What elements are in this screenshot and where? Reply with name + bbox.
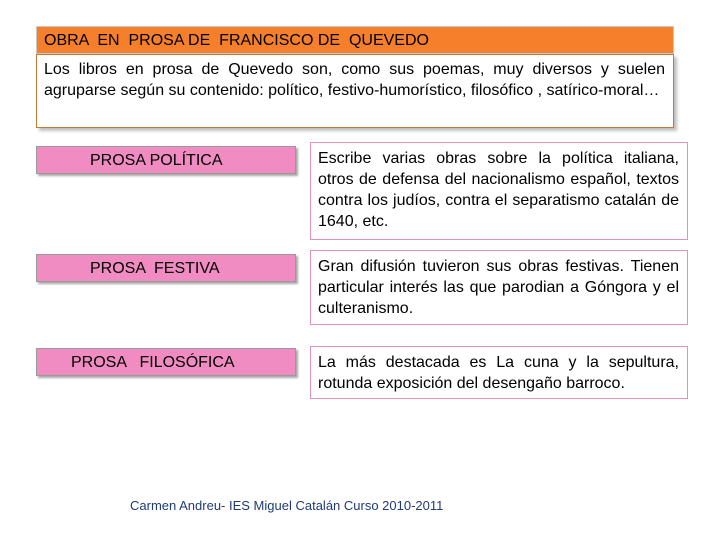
label-prosa-filosofica: PROSA FILOSÓFICA bbox=[36, 348, 296, 376]
label-prosa-politica: PROSA POLÍTICA bbox=[36, 146, 296, 174]
description-prosa-festiva: Gran difusión tuvieron sus obras festivas. Tienen particular interés las que parodian a Góngora y el culteranismo. bbox=[310, 250, 688, 325]
description-prosa-politica: Escribe varias obras sobre la política italiana, otros de defensa del nacionalismo español, textos contra los judíos, contra el separatismo catalán de 1640, etc. bbox=[310, 142, 688, 240]
footer-credit: Carmen Andreu- IES Miguel Catalán Curso 2010-2011 bbox=[130, 498, 444, 513]
slide-title: OBRA EN PROSA DE FRANCISCO DE QUEVEDO bbox=[36, 26, 674, 54]
label-prosa-festiva: PROSA FESTIVA bbox=[36, 254, 296, 282]
description-prosa-filosofica: La más destacada es La cuna y la sepultura, rotunda exposición del desengaño barroco. bbox=[310, 346, 688, 399]
intro-text: Los libros en prosa de Quevedo son, como sus poemas, muy diversos y suelen agruparse según su contenido: político, festivo-humorístico, filosófico , satírico-moral… bbox=[36, 54, 674, 128]
